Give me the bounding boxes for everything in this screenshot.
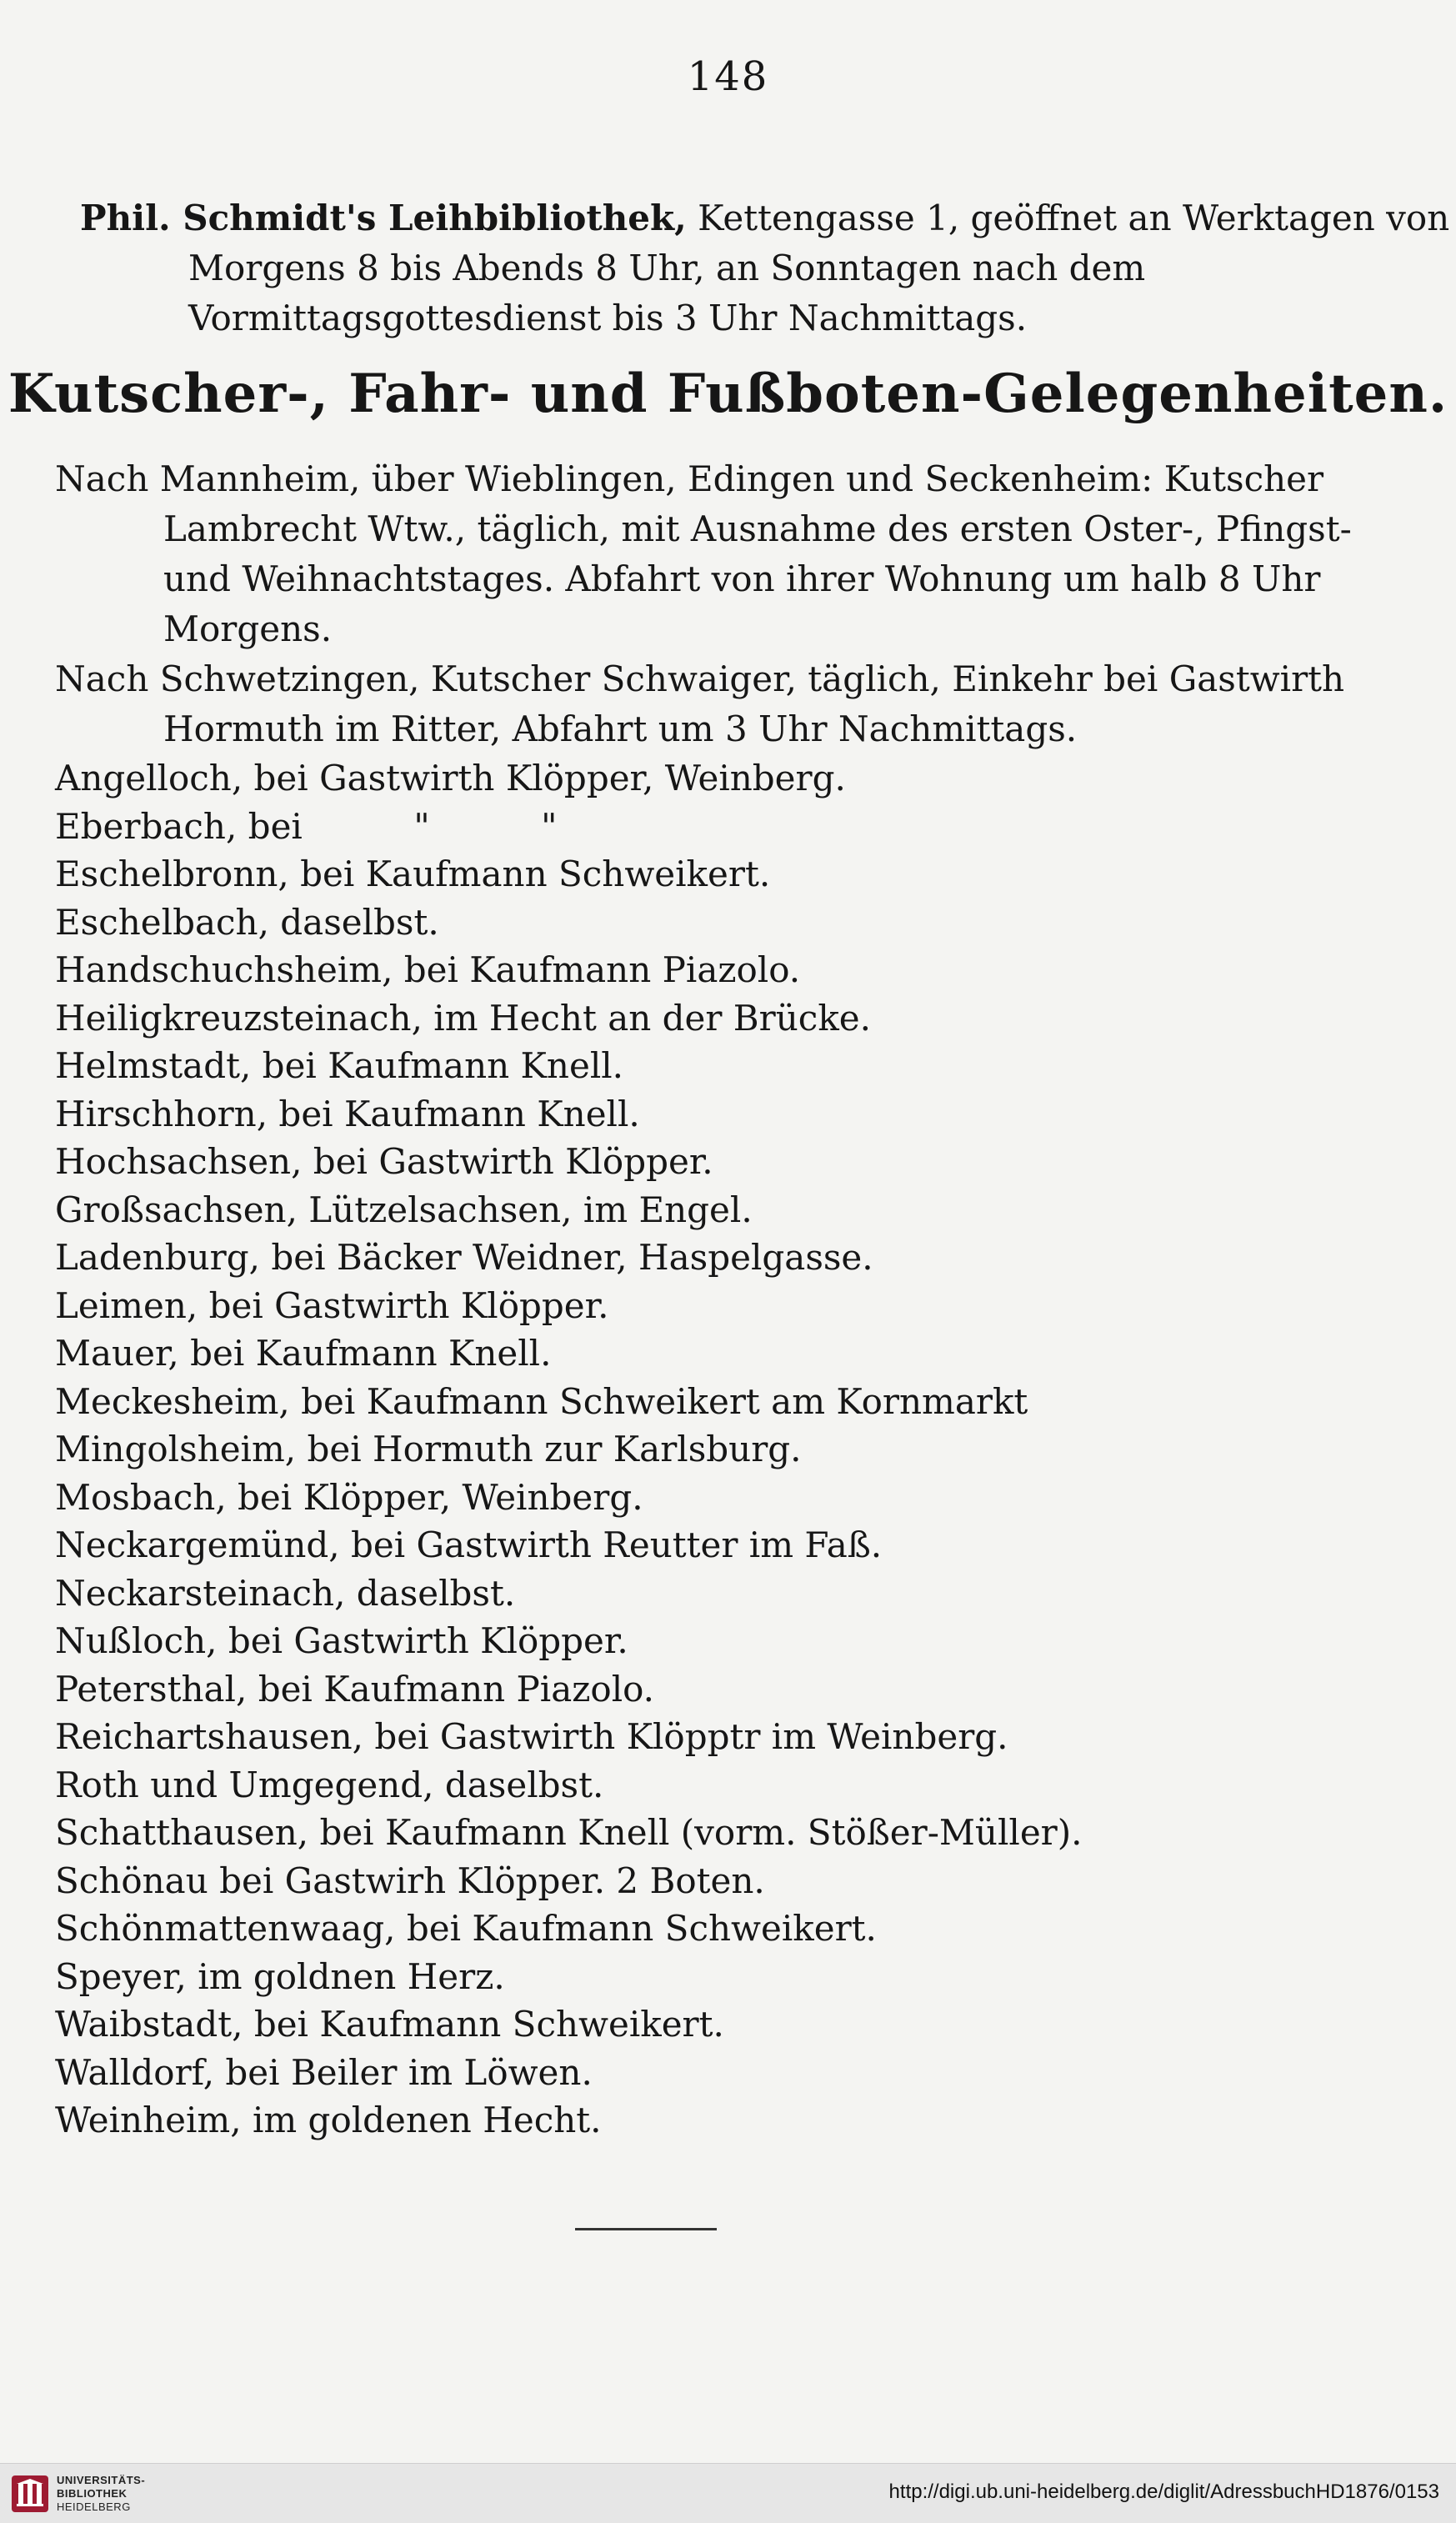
list-item: Heiligkreuzsteinach, im Hecht an der Brücke.	[55, 997, 871, 1039]
library-notice	[80, 193, 1456, 343]
list-item: Petersthal, bei Kaufmann Piazolo.	[55, 1668, 655, 1710]
list-item: Eschelbach, daselbst.	[55, 901, 439, 943]
list-item: Ladenburg, bei Bäcker Weidner, Haspelgasse.	[55, 1237, 873, 1278]
list-item: Nach Mannheim, über Wieblingen, Edingen und Seckenheim: Kutscher Lambrecht Wtw., täglich, mit Ausnahme des ersten Oster-, Pfingst- und Weihnachtstages. Abfahrt von ihrer Wohnung um halb 8 Uhr Morgens.	[55, 458, 1352, 649]
list-item: Eschelbronn, bei Kaufmann Schweikert.	[55, 854, 771, 894]
list-item: Hochsachsen, bei Gastwirth Klöpper.	[55, 1141, 713, 1182]
list-item: Neckargemünd, bei Gastwirth Reutter im Faß.	[55, 1524, 883, 1565]
list-item: Leimen, bei Gastwirth Klöpper.	[55, 1284, 609, 1326]
logo-line-2: BIBLIOTHEK	[57, 2487, 128, 2500]
list-item: Speyer, im goldnen Herz.	[55, 1955, 505, 1997]
list-item: Neckarsteinach, daselbst.	[55, 1572, 516, 1614]
library-name: Phil. Schmidt's Leihbibliothek,	[80, 198, 687, 238]
list-item: Handschuchsheim, bei Kaufmann Piazolo.	[55, 949, 801, 990]
source-url-link[interactable]: http://digi.ub.uni-heidelberg.de/diglit/AdressbuchHD1876/0153	[888, 2480, 1439, 2503]
list-item: Mingolsheim, bei Hormuth zur Karlsburg.	[55, 1429, 802, 1469]
library-logo-text	[57, 2474, 145, 2514]
library-logo[interactable]	[12, 2472, 203, 2515]
logo-line-1: UNIVERSITÄTS-	[57, 2474, 146, 2486]
section-heading: Kutscher-, Fahr- und Fußboten-Gelegenheiten.	[8, 363, 1448, 425]
list-item: Roth und Umgegend, daselbst.	[55, 1764, 604, 1805]
list-item: Angelloch, bei Gastwirth Klöpper, Weinberg.	[55, 758, 846, 798]
viewer-footer	[0, 2463, 1456, 2523]
list-item: Schönmattenwaag, bei Kaufmann Schweikert.	[55, 1908, 877, 1949]
library-logo-icon	[12, 2475, 48, 2512]
list-item: Eberbach, bei " "	[55, 805, 558, 847]
list-item: Reichartshausen, bei Gastwirth Klöpptr im Weinberg.	[55, 1716, 1008, 1757]
list-item: Schönau bei Gastwirh Klöpper. 2 Boten.	[55, 1860, 765, 1901]
divider-rule	[575, 2228, 717, 2230]
list-item: Schatthausen, bei Kaufmann Knell (vorm. Stößer-Müller).	[55, 1812, 1083, 1853]
transport-list	[55, 454, 1363, 2145]
list-item: Weinheim, im goldenen Hecht.	[55, 2100, 602, 2140]
list-item: Nußloch, bei Gastwirth Klöpper.	[55, 1620, 628, 1661]
list-item: Nach Schwetzingen, Kutscher Schwaiger, täglich, Einkehr bei Gastwirth Hormuth im Ritter, Abfahrt um 3 Uhr Nachmittags.	[55, 658, 1345, 749]
list-item: Helmstadt, bei Kaufmann Knell.	[55, 1045, 624, 1086]
list-item: Mosbach, bei Klöpper, Weinberg.	[55, 1476, 643, 1518]
list-item: Hirschhorn, bei Kaufmann Knell.	[55, 1093, 640, 1134]
page-number: 148	[687, 53, 769, 100]
logo-line-3: HEIDELBERG	[57, 2500, 131, 2513]
list-item: Waibstadt, bei Kaufmann Schweikert.	[55, 2004, 724, 2045]
list-item: Großsachsen, Lützelsachsen, im Engel.	[55, 1189, 753, 1230]
list-item: Mauer, bei Kaufmann Knell.	[55, 1333, 552, 1374]
library-notice-text: Kettengasse 1, geöffnet an Werktagen von Morgens 8 bis Abends 8 Uhr, an Sonntagen nach dem Vormittagsgottesdienst bis 3 Uhr Nachmittags.	[188, 198, 1450, 338]
list-item: Walldorf, bei Beiler im Löwen.	[55, 2051, 593, 2093]
list-item: Meckesheim, bei Kaufmann Schweikert am Kornmarkt	[55, 1380, 1028, 1422]
